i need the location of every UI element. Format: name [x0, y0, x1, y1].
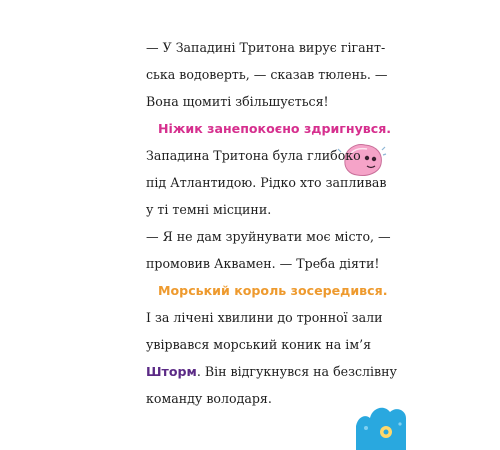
text-line-6: під Атлантидою. Рідко хто запливав — [146, 175, 387, 190]
blue-bubble-decoration-icon — [356, 402, 406, 450]
name-storm: Шторм — [146, 364, 197, 379]
text-line-11: І за лічені хвилини до тронної зали — [146, 310, 383, 325]
text-line-8: — Я не дам зруйнувати моє місто, — — [146, 229, 391, 244]
text-line-5: Западина Тритона була глибоко — [146, 148, 361, 163]
highlight-line-sea-king: Морський король зосередився. — [158, 283, 388, 298]
text-line-9: промовив Аквамен. — Треба діяти! — [146, 256, 380, 271]
text-line-13-rest: . Він відгукнувся на безслівну — [196, 364, 397, 379]
highlight-line-nizhyk: Ніжик занепокоєно здригнувся. — [158, 121, 392, 136]
text-line-12: увірвався морський коник на ім’я — [146, 337, 372, 352]
text-line-14: команду володаря. — [146, 391, 272, 406]
text-line-13 — [146, 364, 397, 380]
text-line-3: Вона щомиті збільшується! — [146, 94, 329, 109]
text-line-7: у ті темні місцини. — [146, 202, 272, 217]
text-line-2: ська водоверть, — сказав тюлень. — — [146, 67, 388, 82]
text-line-1: — У Западині Тритона вирує гігант- — [146, 40, 386, 55]
